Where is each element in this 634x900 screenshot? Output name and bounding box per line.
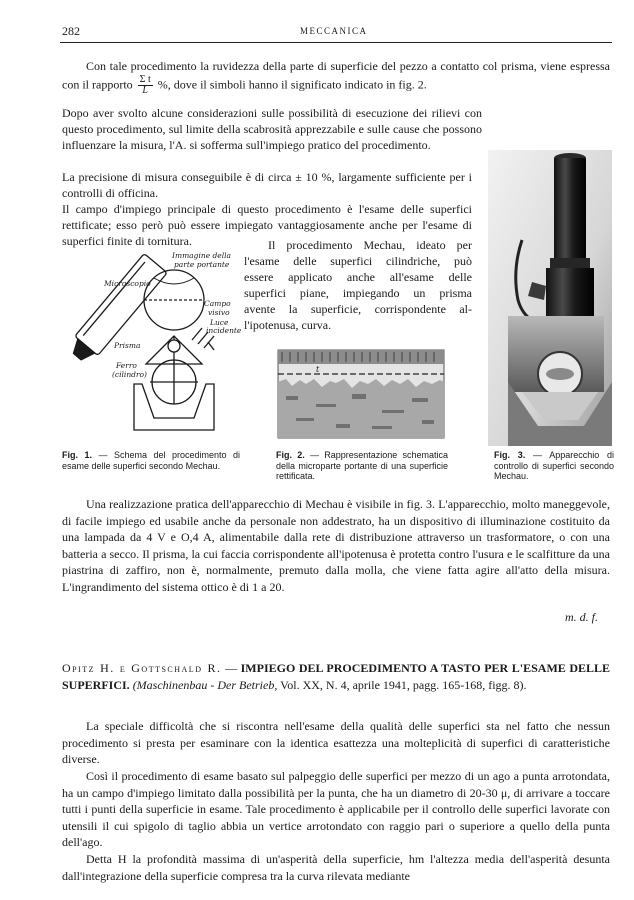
paragraph-roughness-definitions [62, 851, 610, 884]
fraction-denominator: L [142, 84, 148, 96]
label-field-2: visivo [208, 308, 230, 317]
page-number: 282 [62, 24, 80, 38]
figure-1-caption [62, 450, 240, 471]
figure-1-caption-text: — Schema del procedimento di esame delle superfici secondo Mechau. [62, 450, 240, 471]
figure-3-caption [494, 450, 614, 482]
field-of-use-text: Il campo d'impiego principale di questo procedimento è l'esame delle superfici rettificate; esso però può essere impiegato vantaggiosamente anche per l'esame di superfici finite di tornitura. [62, 202, 472, 248]
mechau-line: superfici piane, impiegando un prisma [244, 286, 472, 300]
ratio-text-a: Con tale procedimento la ruvidezza della parte di superficie del pezzo a contatto col prisma, viene espressa con il rapporto [62, 59, 610, 91]
mechau-line: l'esame delle superfici cilindriche, può [244, 254, 472, 268]
reference-authors: Opitz H. e Gottschald R. [62, 661, 222, 675]
ratio-fraction [138, 75, 153, 96]
label-light-2: incidente [206, 326, 242, 335]
paragraph-practical-realization [62, 496, 610, 595]
precision-text: La precisione di misura conseguibile è di circa ± 10 %, largamente sufficiente per i controlli di officina. [62, 170, 472, 200]
mechau-line: essere applicato anche all'esame delle [244, 270, 472, 284]
figure-2-t-label: t [316, 365, 320, 374]
figure-3-number: Fig. 3. [494, 450, 526, 460]
figure-3-caption-text: — Apparecchio di controllo di superfici secondo Mechau. [494, 450, 614, 481]
figure-2-caption-text: — Rappresentazione schematica della microparte portante di una superficie rettificata. [276, 450, 448, 481]
paragraph-mechau [244, 237, 472, 333]
figure-2-caption [276, 450, 448, 482]
paragraph-difficulty [62, 718, 610, 768]
author-signature: m. d. f. [565, 610, 598, 624]
bibliographic-reference [62, 660, 610, 693]
practical-realization-text: Una realizzazione pratica dell'apparecchio di Mechau è visibile in fig. 3. L'apparecchio, molto maneggevole, di facile impiego ed usabile anche da personale non addestrato, ha un dispositivo di illuminazione costituito da una lampada da 4 V e O,4 A, alimentabile dalla rete di distribuzione attraverso un trasformatore, o con una batteria a secco. Il prisma, la cui faccia corrispondente all'ipotenusa è protetta contro l'usura e le scalfitture da una piastrina di zaffiro, non è, normalmente, premuto dalla molla, che viene fatta agire all'atto della misura. L'ingrandimento del sistema ottico è di 1 a 20. [62, 497, 610, 594]
label-field: Campo [204, 299, 231, 308]
label-image: Immagine della [172, 251, 232, 260]
reference-details: Vol. XX, N. 4, aprile 1941, pagg. 165-168, figg. 8). [280, 677, 527, 692]
considerations-text: Dopo aver svolto alcune considerazioni sulle possibilità di esecuzione dei rilievi con questo procedimento, sul limite della scabrosità apprezzabile e sulle cause che possono influenzare la misura, l'A. si sofferma sull'impiego pratico del procedimento. [62, 106, 482, 152]
reference-journal: (Maschinenbau - Der Betrieb, [132, 677, 278, 692]
mechau-line: l'ipotenusa, curva. [244, 318, 332, 332]
figure-3-photo [488, 150, 612, 446]
label-image-2: parte portante [174, 260, 230, 269]
stylus-procedure-text: Così il procedimento di esame basato sul palpeggio delle superfici per mezzo di un ago a punta arrotondata, ha un campo d'impiego limitato dalla possibilità per la punta, che ha un diametro di 20-30 μ, di arrivare a toccare tutti i punti della superficie in esame. Tale procedimento è applicabile per il controllo delle superfici lavorate con utensili il cui spigolo di taglio abbia un vertice arrotondato con raggio pari o superiore a quello della punta dell'ago. [62, 769, 610, 849]
ratio-text-b: %, dove il simboli hanno il significato indicato in fig. 2. [157, 76, 427, 91]
figure-2-number: Fig. 2. [276, 450, 305, 460]
label-iron-2: (cilindro) [112, 370, 147, 379]
difficulty-text: La speciale difficoltà che si riscontra nell'esame della qualità delle superfici sta nel fatto che nessun procedimento si presta per esaminare con la identica esattezza una molteplicità di superfici di caratteristiche diverse. [62, 719, 610, 766]
header-rule [60, 42, 612, 43]
paragraph-ratio [62, 58, 610, 96]
reference-title: IMPIEGO DEL PROCEDIMENTO A TASTO PER L'ESAME DELLE SUPERFICI. [62, 661, 611, 692]
label-microscope: Microscopio [104, 279, 151, 288]
label-prism: Prisma [114, 341, 141, 350]
figure-2-diagram [272, 346, 450, 442]
paragraph-stylus-procedure [62, 768, 610, 851]
mechau-line: avente la superficie, corrispondente al- [244, 302, 472, 316]
paragraph-precision [62, 169, 472, 201]
running-title: MECCANICA [300, 26, 368, 36]
paragraph-considerations [62, 105, 482, 153]
label-light: Luce [210, 318, 229, 327]
roughness-definitions-text: Detta H la profondità massima di un'asperità della superficie, hm l'altezza media dell'asperità desunta dall'integrazione della superficie compresa tra la curva rilevata mediante [62, 852, 610, 883]
fraction-numerator: Σ t [139, 73, 151, 85]
mechau-line: Il procedimento Mechau, ideato per [268, 238, 472, 252]
figure-1-number: Fig. 1. [62, 450, 92, 460]
reference-dash: — [221, 661, 241, 675]
figure-1-diagram [62, 248, 242, 440]
label-iron: Ferro [116, 361, 137, 370]
